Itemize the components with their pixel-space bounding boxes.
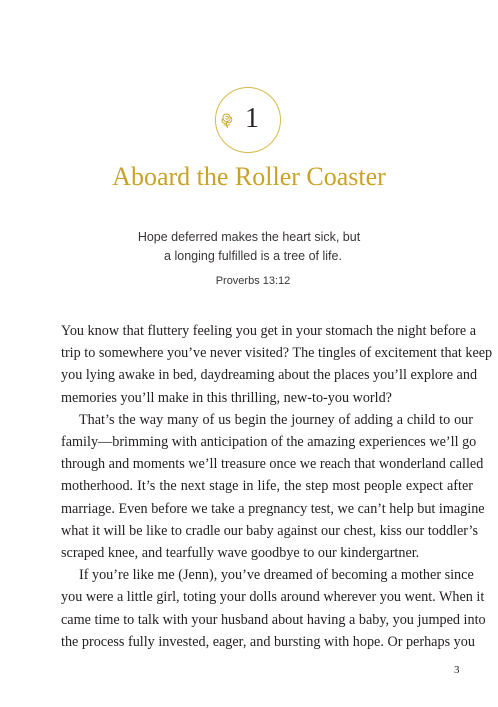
body-line: If you’re like me (Jenn), you’ve dreamed of becoming a mother since: [79, 567, 474, 584]
body-line: what it will be like to cradle our baby against our chest, kiss our toddler’s: [61, 522, 478, 539]
epigraph-line: a longing fulfilled is a tree of life.: [164, 249, 342, 263]
body-line: the process fully invested, eager, and bursting with hope. Or perhaps you: [61, 633, 475, 650]
body-line: you lying awake in bed, daydreaming about the places you’ll explore and: [61, 367, 478, 384]
body-line: you were a little girl, toting your dolls around wherever you went. When it: [61, 589, 485, 606]
body-line: scraped knee, and tearfully wave goodbye to our kindergartner.: [61, 545, 420, 562]
rose-icon: [217, 110, 237, 130]
chapter-number-badge: [215, 87, 281, 153]
body-line: memories you’ll make in this thrilling, new-to-you world?: [61, 389, 392, 406]
citation-text: Proverbs 13:12: [215, 275, 291, 287]
body-line: family—brimming with anticipation of the amazing experiences we’ll go: [61, 434, 477, 451]
epigraph: [0, 228, 498, 266]
body-line: You know that fluttery feeling you get in your stomach the night before a: [61, 323, 477, 339]
body-line: motherhood. It’s the next stage in life, the step most people expect after: [61, 478, 473, 495]
page-number: 3: [454, 664, 460, 676]
body-text: [61, 320, 493, 653]
body-line: marriage. Even before we take a pregnancy test, we can’t help but imagine: [61, 500, 485, 517]
epigraph-citation: [0, 274, 498, 288]
body-line: That’s the way many of us begin the journey of adding a child to our: [79, 411, 473, 428]
chapter-number: 1: [245, 103, 259, 134]
body-line: came time to talk with your husband about having a baby, you jumped into: [61, 611, 486, 628]
chapter-title: Aboard the Roller Coaster: [112, 162, 386, 191]
epigraph-line: Hope deferred makes the heart sick, but: [137, 230, 361, 244]
body-line: through and moments we’ll treasure once we reach that wonderland called: [61, 456, 484, 473]
body-line: trip to somewhere you’ve never visited? The tingles of excitement that keep: [61, 345, 493, 362]
